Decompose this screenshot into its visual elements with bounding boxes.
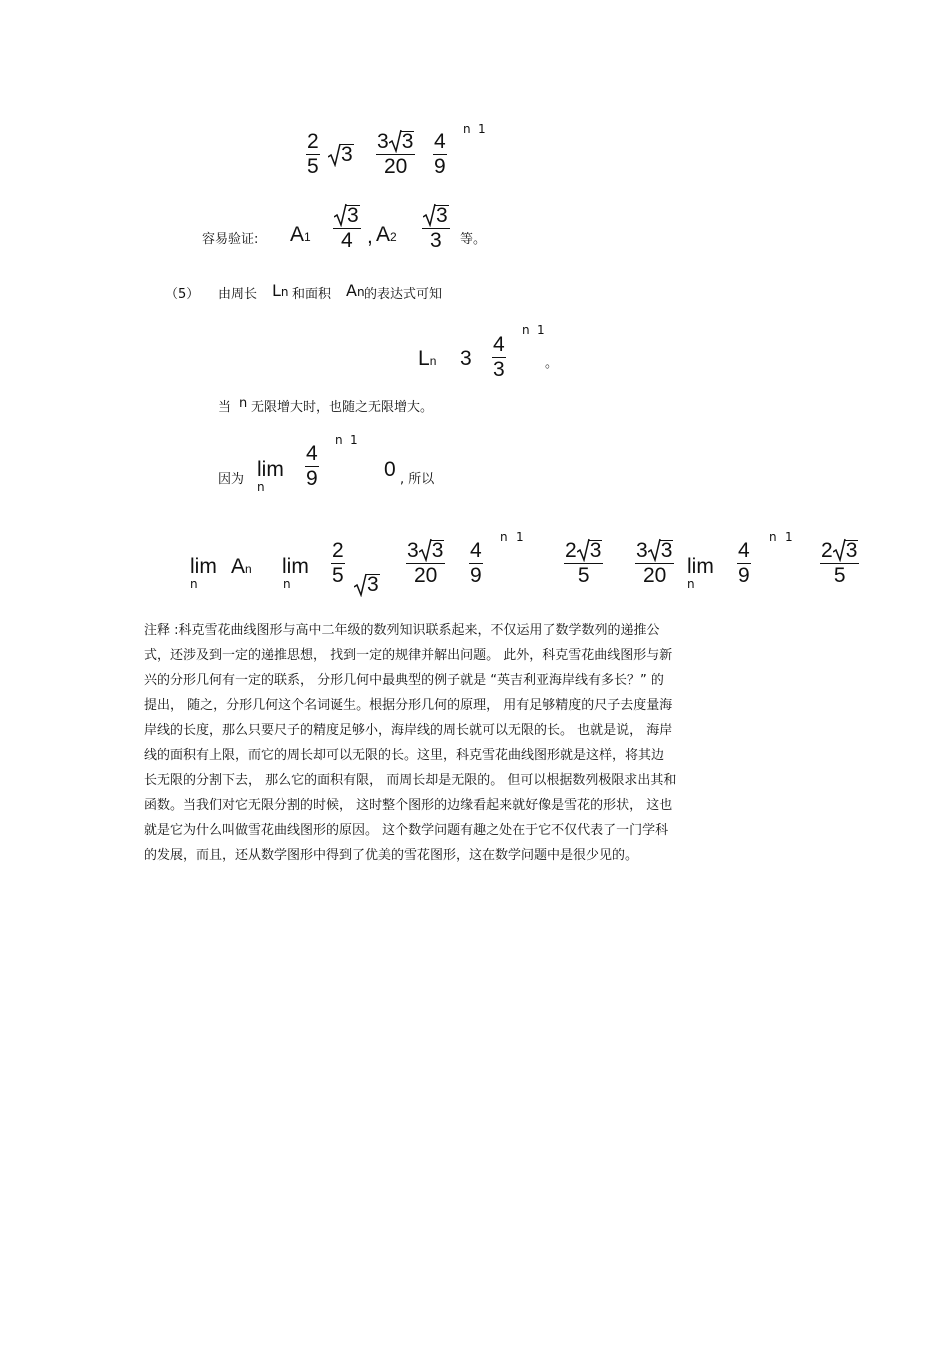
A1-symbol: A1	[290, 223, 311, 246]
annotation-line-6: 线的面积有上限，而它的周长却可以无限的长。这里，科克雪花曲线图形就是这样，将其边	[144, 748, 665, 763]
item-text-a: 由周长	[218, 287, 258, 302]
lim-2: lim	[282, 555, 309, 578]
item-number: （5）	[165, 287, 200, 302]
fraction-3sqrt3-20-b: 3 3 20	[636, 539, 673, 587]
exponent-1: 1	[516, 530, 524, 544]
fraction-3sqrt3-20: 3 3 20	[377, 130, 414, 178]
A-symbol: An	[346, 281, 365, 300]
because-suffix: , 所以	[400, 472, 435, 487]
lim-2-sub: n	[283, 577, 291, 591]
exponent-1: 1	[537, 323, 545, 337]
item-text-b: 和面积	[292, 287, 332, 302]
lim-3-sub: n	[687, 577, 695, 591]
verify-label: 容易验证:	[202, 232, 259, 247]
verify-suffix: 等。	[460, 232, 487, 247]
fraction-4-9: 4 9	[434, 130, 446, 178]
exponent-1: 1	[350, 433, 358, 447]
fraction-3sqrt3-20: 3 3 20	[407, 539, 444, 587]
fraction-2sqrt3-5: 2 3 5	[565, 539, 602, 587]
fraction-sqrt3-4: 3 4	[333, 204, 361, 253]
L-symbol: Ln	[272, 281, 289, 300]
annotation-line-2: 式，还涉及到一定的递推思想， 找到一定的规律并解出问题。 此外，科克雪花曲线图形与新	[144, 648, 673, 663]
fraction-4-9-b: 4 9	[738, 539, 750, 587]
fraction-2-5: 2 5	[332, 539, 344, 587]
fraction-4-9: 4 9	[470, 539, 482, 587]
L-n: Ln	[418, 347, 437, 370]
lim: lim	[257, 458, 284, 481]
item-text-c: 的表达式可知	[364, 287, 443, 302]
annotation-line-10: 的发展，而且，还从数学图形中得到了优美的雪花图形，这在数学问题中是很少见的。	[144, 848, 639, 863]
note-text-b: 无限增大时，也随之无限增大。	[251, 400, 434, 415]
annotation-line-7: 长无限的分割下去， 那么它的面积有限， 而周长却是无限的。 但可以根据数列极限求出其和	[144, 773, 677, 788]
annotation-line-5: 岸线的长度，那么只要尺子的精度足够小，海岸线的周长就可以无限的长。 也就是说， 海岸	[144, 723, 673, 738]
exponent-1: 1	[478, 122, 486, 136]
fraction-2-5: 2 5	[307, 130, 319, 178]
sqrt-3: 3	[354, 574, 380, 595]
A-n: An	[231, 555, 252, 578]
exponent-n: n	[463, 122, 471, 136]
three: 3	[460, 347, 472, 370]
fraction-4-9: 4 9	[306, 442, 318, 490]
exponent-n: n	[522, 323, 530, 337]
sqrt-3: 3	[328, 144, 354, 165]
fraction-2sqrt3-5-b: 2 3 5	[821, 539, 858, 587]
annotation-line-3: 兴的分形几何有一定的联系， 分形几何中最典型的例子就是 “英吉利亚海岸线有多长？” 的	[144, 673, 664, 688]
because-label: 因为	[218, 472, 245, 487]
zero: 0	[384, 458, 396, 481]
period: 。	[545, 356, 559, 371]
lim-1: lim	[190, 555, 217, 578]
fraction-4-3: 4 3	[493, 333, 505, 381]
A2-symbol: A2	[376, 223, 397, 246]
exponent-n-b: n	[769, 530, 777, 544]
lim-1-sub: n	[190, 577, 198, 591]
annotation-line-1: 注释 :科克雪花曲线图形与高中二年级的数列知识联系起来，不仅运用了数学数列的递推公	[144, 623, 660, 638]
note-n: n	[239, 396, 248, 411]
lim-sub: n	[257, 480, 265, 494]
annotation-line-8: 函数。当我们对它无限分割的时候， 这时整个图形的边缘看起来就好像是雪花的形状， 这也	[144, 798, 673, 813]
formula-area-expression	[0, 0, 950, 178]
exponent-n: n	[335, 433, 343, 447]
comma: ,	[367, 225, 373, 248]
lim-3: lim	[687, 555, 714, 578]
note-text-a: 当	[218, 400, 232, 415]
fraction-sqrt3-3: 3 3	[422, 204, 450, 253]
exponent-n: n	[500, 530, 508, 544]
exponent-1-b: 1	[785, 530, 793, 544]
annotation-line-4: 提出， 随之，分形几何这个名词诞生。根据分形几何的原理， 用有足够精度的尺子去度量海	[144, 698, 673, 713]
annotation-line-9: 就是它为什么叫做雪花曲线图形的原因。 这个数学问题有趣之处在于它不仅代表了一门学科	[144, 823, 669, 838]
